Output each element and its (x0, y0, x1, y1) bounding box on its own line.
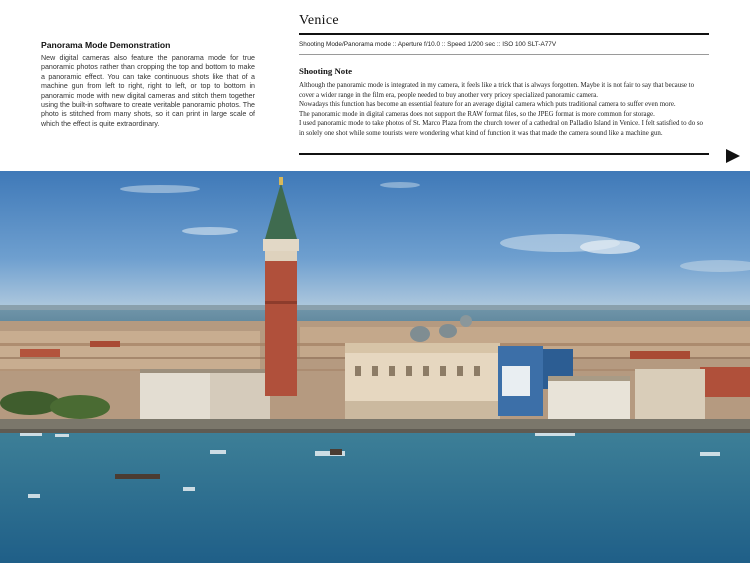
play-triangle-icon (724, 147, 742, 165)
note-paragraph: The panoramic mode in digital cameras does not support the RAW format files, so the JPEG format is more common for storage. (299, 110, 655, 118)
section-title: Panorama Mode Demonstration (41, 40, 171, 50)
next-page-button[interactable] (724, 147, 742, 165)
bottom-divider (299, 153, 709, 155)
photo-info-column (299, 13, 709, 139)
title-divider (299, 33, 709, 35)
panorama-image (0, 171, 750, 563)
intro-column (41, 40, 255, 129)
note-paragraph: I used panoramic mode to take photos of St. Marco Plaza from the church tower of a cathedral on Palladio Island in Venice. I felt satisfied to do so in solely one shot while some tourists were wondering what kind of function it was that made the camera sound like a machine gun. (299, 120, 704, 137)
note-paragraph: Nowadays this function has become an essential feature for an average digital camera which puts traditional camera to suffer even more. (299, 101, 676, 109)
page-title: Venice (299, 13, 339, 28)
note-paragraph: Although the panoramic mode is integrated in my camera, it feels like a trick that is always forgotten. Maybe it is not fair to say that because to cover a wider range in the film era, people needed to buy another very pricey specialized panoramic camera. (299, 82, 695, 99)
meta-divider (299, 54, 709, 55)
shooting-note-heading: Shooting Note (299, 66, 353, 76)
section-body: New digital cameras also feature the panorama mode for true panoramic photos rather than cropping the top and bottom to make a panoramic effect. You can take continuous shots like that of a machine gun from left to right, right to left, or top to bottom in panoramic mode with new digital cameras and stitch them together using the built-in software to create veritable panoramic photos. The photo is stitched from many shots, so it can print in large scale of which the effect is quite extraordinary. (41, 54, 255, 128)
text-panel (0, 0, 750, 171)
shooting-note-body (299, 81, 709, 139)
venice-panorama-photo (0, 171, 750, 563)
shooting-metadata: Shooting Mode/Panorama mode :: Aperture f/10.0 :: Speed 1/200 sec :: ISO 100 SLT-A77V (299, 41, 557, 48)
